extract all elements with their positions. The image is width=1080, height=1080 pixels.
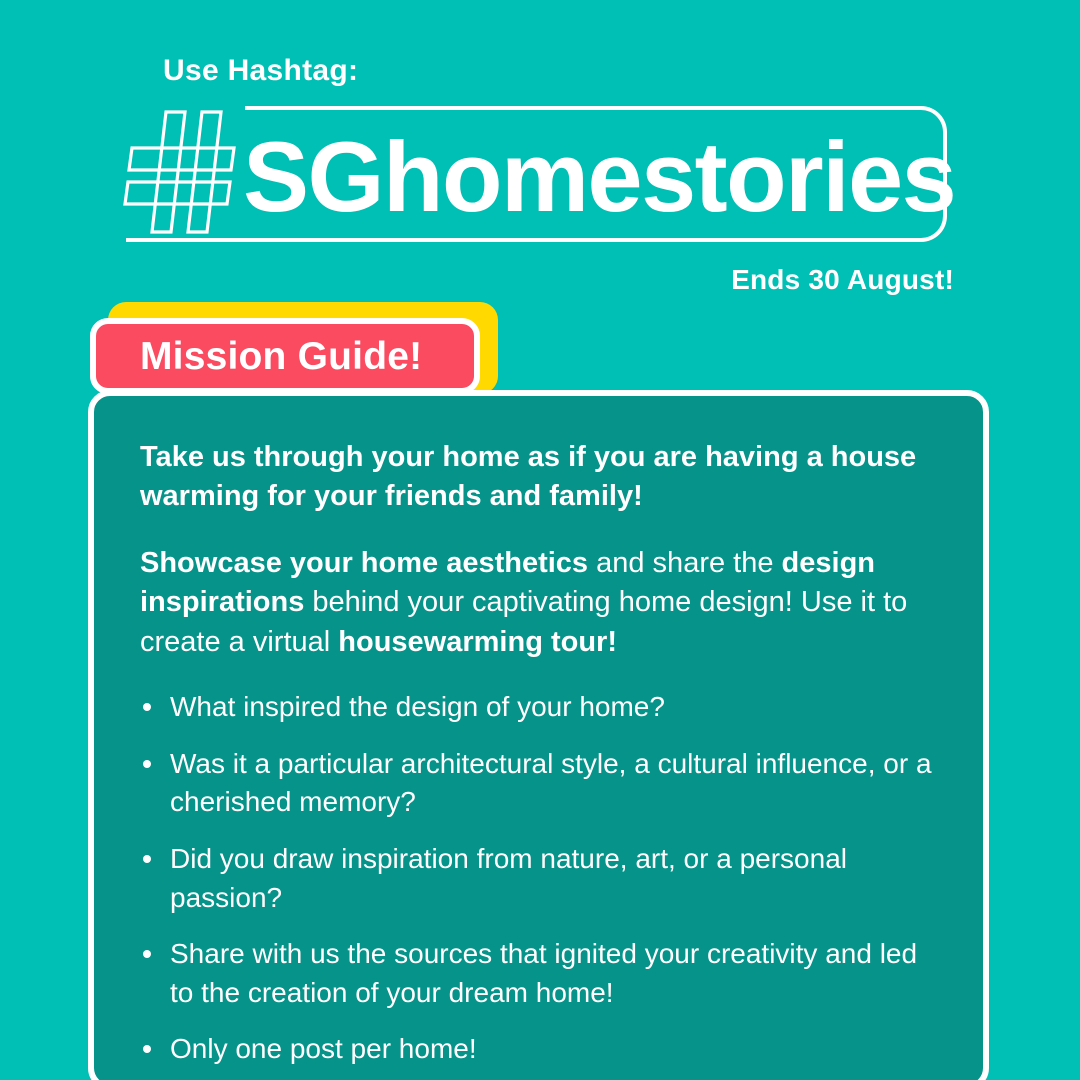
list-item xyxy=(140,840,937,917)
paragraph-plain-1: and share the xyxy=(588,546,782,579)
bullet-dot-icon xyxy=(143,855,151,863)
hash-icon xyxy=(122,104,242,240)
bullet-dot-icon xyxy=(143,760,151,768)
bullet-dot-icon xyxy=(143,1045,151,1053)
paragraph-bold-3: housewarming tour! xyxy=(338,625,617,658)
deadline-note: Ends 30 August! xyxy=(731,264,954,295)
paragraph-plain-2: behind your captivating home design! Use it to create a virtual xyxy=(140,586,908,658)
list-item-text: What inspired the design of your home? xyxy=(170,691,665,723)
list-item xyxy=(140,745,937,822)
hashtag-title: SGhomestories xyxy=(243,120,956,232)
use-hashtag-label: Use Hashtag: xyxy=(163,54,359,87)
panel-lede: Take us through your home as if you are having a house warming for your friends and family! xyxy=(140,441,917,512)
list-item xyxy=(140,1030,937,1069)
list-item-text: Share with us the sources that ignited your creativity and led to the creation of your dream home! xyxy=(170,938,918,1008)
bullet-dot-icon xyxy=(143,950,151,958)
list-item xyxy=(140,935,937,1012)
paragraph-bold-2: design inspirations xyxy=(140,546,876,619)
paragraph-bold-1: Showcase your home aesthetics xyxy=(140,546,589,579)
list-item xyxy=(140,688,937,727)
list-item-text: Did you draw inspiration from nature, art, or a personal passion? xyxy=(170,842,847,913)
bullet-dot-icon xyxy=(143,703,151,711)
mission-guide-panel xyxy=(88,390,989,1080)
list-item-text: Was it a particular architectural style, a cultural influence, or a cherished memory? xyxy=(170,747,932,818)
mission-guide-label: Mission Guide! xyxy=(140,334,423,378)
list-item-text: Only one post per home! xyxy=(170,1033,477,1065)
mission-guide-badge xyxy=(90,318,480,394)
prompt-question-list xyxy=(140,688,937,1069)
panel-paragraph xyxy=(140,544,937,662)
